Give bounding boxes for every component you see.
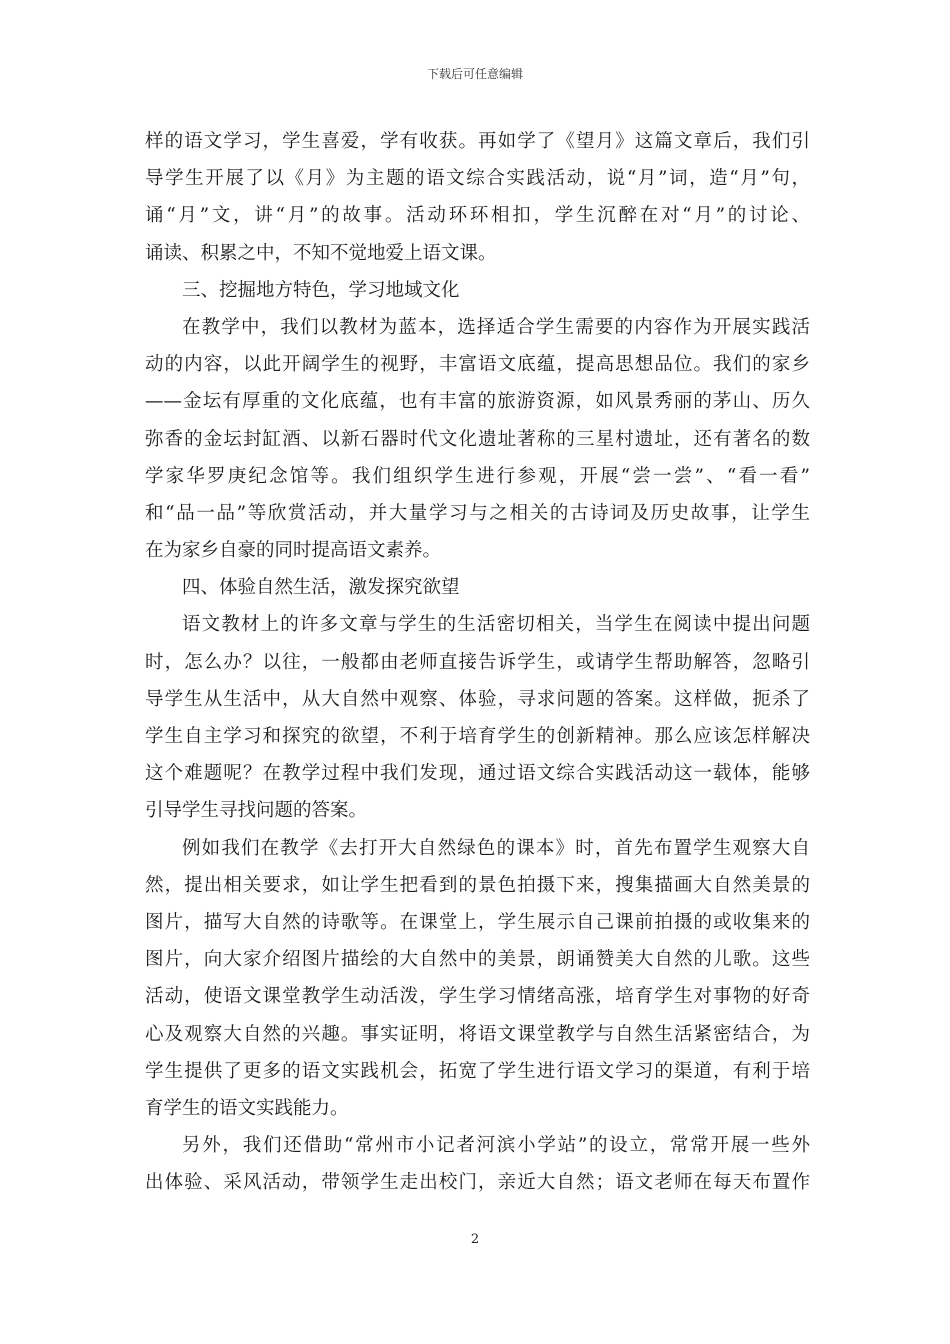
page-header: 下载后可任意编辑 — [426, 67, 523, 81]
text-line: 引导学生寻找问题的答案。 — [145, 800, 368, 822]
text-line: 心及观察大自然的兴趣。事实证明，将语文课堂教学与自然生活紧密结合，为 — [145, 1023, 810, 1045]
text-line: 弥香的金坛封缸酒、以新石器时代文化遗址著称的三星村遗址，还有著名的数 — [145, 428, 810, 450]
text-line: 学家华罗庚纪念馆等。我们组织学生进行参观，开展“尝一尝”、“看一看” — [145, 465, 810, 487]
text-line: 育学生的语文实践能力。 — [145, 1097, 349, 1119]
text-line: 样的语文学习，学生喜爱，学有收获。再如学了《望月》这篇文章后，我们引 — [145, 131, 810, 152]
text-line: 这个难题呢？在教学过程中我们发现，通过语文综合实践活动这一载体，能够 — [145, 763, 810, 785]
text-line: 时，怎么办？以往，一般都由老师直接告诉学生，或请学生帮助解答，忽略引 — [145, 651, 810, 673]
text-line: ——金坛有厚重的文化底蕴，也有丰富的旅游资源，如风景秀丽的茅山、历久 — [145, 391, 810, 413]
text-line: 在教学中，我们以教材为蓝本，选择适合学生需要的内容作为开展实践活 — [182, 316, 810, 338]
text-line: 诵“月”文，讲“月”的故事。活动环环相扣，学生沉醉在对“月”的讨论、 — [145, 205, 810, 227]
text-line: 例如我们在教学《去打开大自然绿色的课本》时，首先布置学生观察大自 — [182, 837, 810, 859]
text-line: 导学生从生活中，从大自然中观察、体验，寻求问题的答案。这样做，扼杀了 — [145, 688, 810, 710]
section-heading: 三、挖掘地方特色，学习地域文化 — [182, 279, 460, 301]
section-heading: 四、体验自然生活，激发探究欲望 — [182, 577, 460, 599]
document-body — [145, 128, 810, 1206]
text-line: 语文教材上的许多文章与学生的生活密切相关，当学生在阅读中提出问题 — [182, 614, 810, 636]
text-line: 和“品一品”等欣赏活动，并大量学习与之相关的古诗词及历史故事，让学生 — [145, 502, 810, 524]
text-line: 学生自主学习和探究的欲望，不利于培育学生的创新精神。那么应该怎样解决 — [145, 726, 810, 747]
text-line: 学生提供了更多的语文实践机会，拓宽了学生进行语文学习的渠道，有利于培 — [145, 1060, 810, 1082]
text-line: 活动，使语文课堂教学生动活泼，学生学习情绪高涨，培育学生对事物的好奇 — [145, 986, 810, 1008]
page-number: 2 — [470, 1232, 480, 1247]
text-line: 在为家乡自豪的同时提高语文素养。 — [145, 540, 442, 562]
text-line: 动的内容，以此开阔学生的视野，丰富语文底蕴，提高思想品位。我们的家乡 — [145, 354, 810, 376]
text-line: 诵读、积累之中，不知不觉地爱上语文课。 — [145, 242, 497, 264]
text-line: 然，提出相关要求，如让学生把看到的景色拍摄下来，搜集描画大自然美景的 — [145, 874, 810, 896]
text-line: 出体验、采风活动，带领学生走出校门，亲近大自然；语文老师在每天布置作 — [145, 1172, 810, 1194]
text-line: 导学生开展了以《月》为主题的语文综合实践活动，说“月”词，造“月”句， — [145, 168, 810, 190]
text-line: 图片，向大家介绍图片描绘的大自然中的美景，朗诵赞美大自然的儿歌。这些 — [145, 949, 810, 971]
text-line: 另外，我们还借助“常州市小记者河滨小学站”的设立，常常开展一些外 — [182, 1135, 810, 1157]
text-line: 图片，描写大自然的诗歌等。在课堂上，学生展示自己课前拍摄的或收集来的 — [145, 911, 810, 933]
